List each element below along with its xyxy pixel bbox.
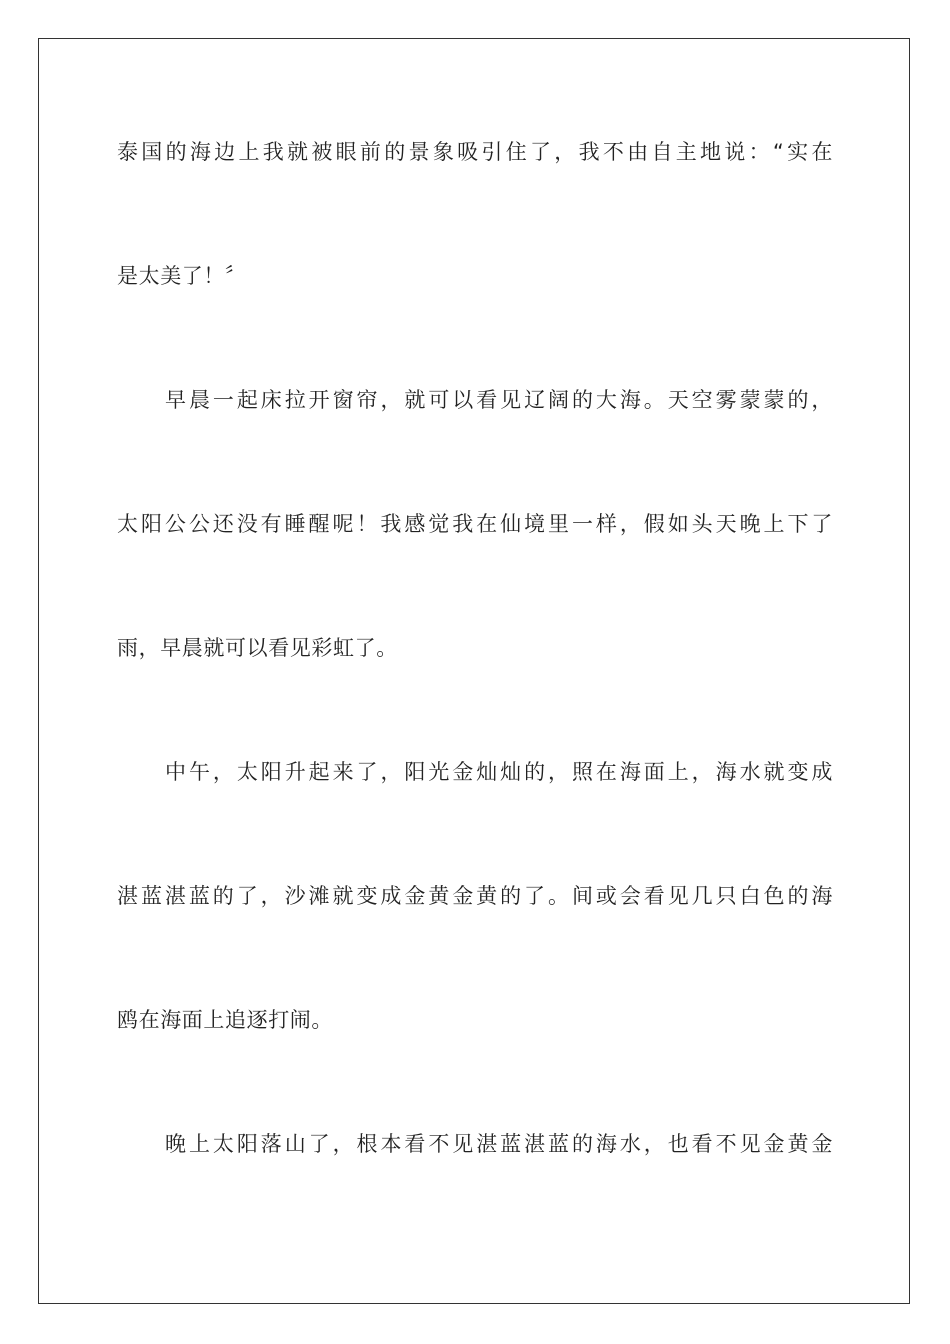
paragraph-start-line: 早晨一起床拉开窗帘，就可以看见辽阔的大海。天空雾蒙蒙的， <box>165 388 833 412</box>
page-border <box>38 38 910 1304</box>
text-line: 太阳公公还没有睡醒呢！我感觉我在仙境里一样，假如头天晚上下了 <box>117 512 833 536</box>
text-line: 泰国的海边上我就被眼前的景象吸引住了，我不由自主地说：“实在 <box>117 140 833 164</box>
text-line: 是太美了！〞 <box>117 264 247 288</box>
paragraph-start-line: 晚上太阳落山了，根本看不见湛蓝湛蓝的海水，也看不见金黄金 <box>165 1132 833 1156</box>
text-line: 湛蓝湛蓝的了，沙滩就变成金黄金黄的了。间或会看见几只白色的海 <box>117 884 833 908</box>
text-line: 鸥在海面上追逐打闹。 <box>117 1008 333 1032</box>
paragraph-start-line: 中午，太阳升起来了，阳光金灿灿的，照在海面上，海水就变成 <box>165 760 833 784</box>
text-line: 雨，早晨就可以看见彩虹了。 <box>117 636 398 660</box>
